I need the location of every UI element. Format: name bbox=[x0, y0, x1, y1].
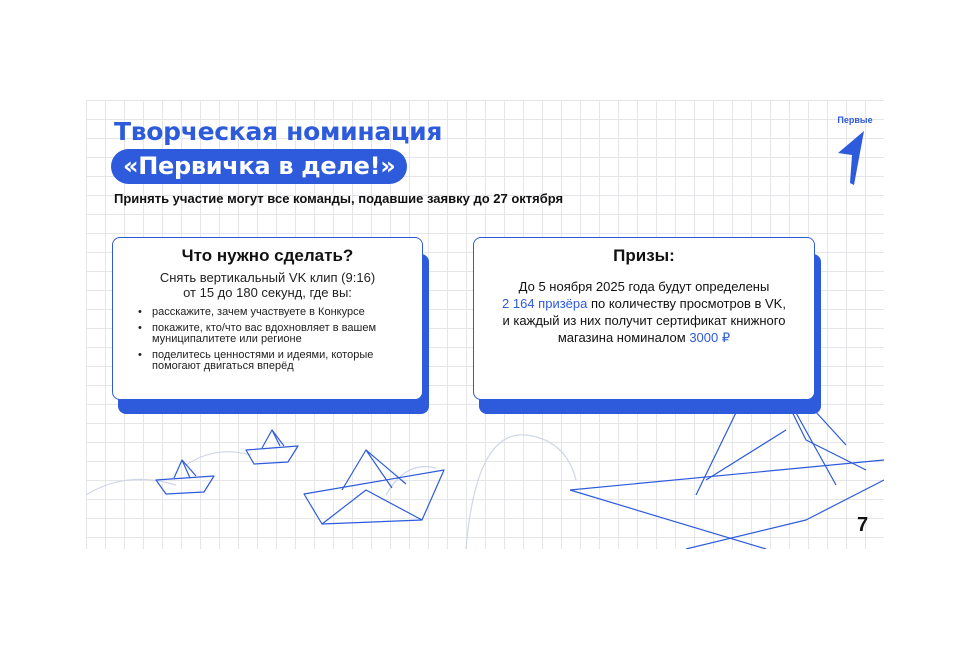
task-bullet-list bbox=[138, 307, 398, 377]
logo-arrow-icon bbox=[830, 115, 880, 187]
slide bbox=[86, 100, 884, 549]
nomination-name-pill: «Первичка в деле!» bbox=[111, 149, 407, 184]
task-intro-line-1: Снять вертикальный VK клип (9:16) bbox=[159, 270, 376, 285]
prize-count: 2 164 призёра bbox=[502, 296, 588, 311]
task-bullet: • расскажите, зачем участвуете в Конкурсе bbox=[138, 307, 398, 318]
task-bullet: • покажите, кто/что вас вдохновляет в вашем муниципалитете или регионе bbox=[138, 323, 398, 345]
prize-line-2 bbox=[474, 295, 814, 312]
prize-amount: 3000 ₽ bbox=[689, 330, 731, 345]
page-number: 7 bbox=[857, 514, 869, 536]
task-card bbox=[112, 237, 423, 400]
pervye-logo bbox=[830, 115, 880, 187]
prize-line-4-start: магазина номиналом bbox=[557, 330, 690, 345]
task-bullet: • поделитесь ценностями и идеями, которые помогают двигаться вперёд bbox=[138, 350, 398, 372]
prize-description bbox=[474, 278, 814, 346]
prize-line-4 bbox=[474, 329, 814, 346]
prize-line-1: До 5 ноября 2025 года будут определены bbox=[518, 279, 770, 294]
prize-line-3: и каждый из них получит сертификат книжного bbox=[502, 313, 786, 328]
slide-title: Творческая номинация bbox=[114, 117, 443, 146]
task-intro-line-2: от 15 до 180 секунд, где вы: bbox=[183, 285, 352, 300]
prize-card bbox=[473, 237, 815, 400]
slide-subtitle: Принять участие могут все команды, подавшие заявку до 27 октября bbox=[114, 191, 564, 206]
task-card-title: Что нужно сделать? bbox=[181, 246, 354, 265]
prize-card-title: Призы: bbox=[613, 246, 675, 265]
logo-text: Первые bbox=[837, 115, 873, 125]
prize-line-2-rest: по количеству просмотров в VK, bbox=[587, 296, 786, 311]
